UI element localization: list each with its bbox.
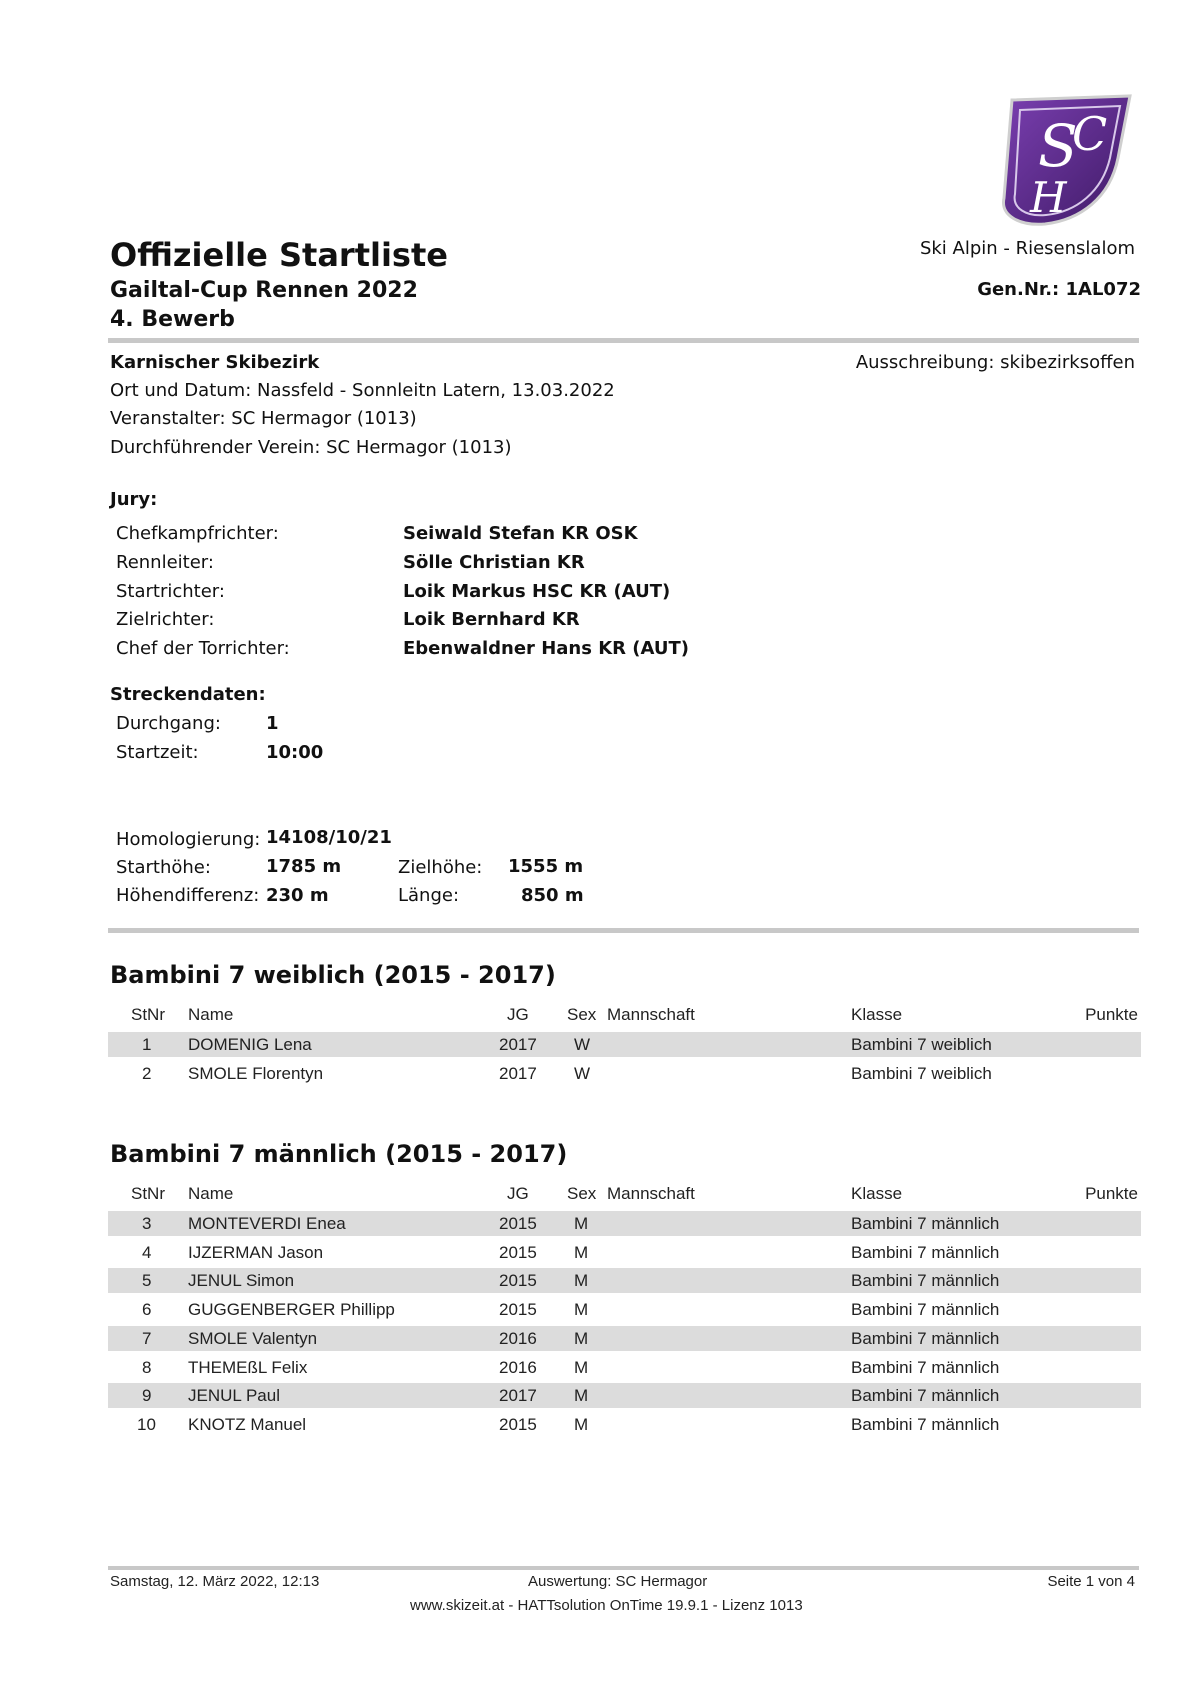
- run-value: 1: [266, 713, 279, 734]
- col-header-stnr: StNr: [131, 1005, 165, 1024]
- sch-shield-icon: [990, 88, 1140, 230]
- class: Bambini 7 männlich: [851, 1386, 1000, 1405]
- svg-text:H: H: [1030, 173, 1067, 222]
- gen-number: Gen.Nr.: 1AL072: [977, 279, 1141, 300]
- height-diff-value: 230 m: [266, 885, 329, 906]
- start-number: 10: [137, 1415, 156, 1434]
- col-header-class: Klasse: [851, 1184, 903, 1203]
- discipline: Ski Alpin - Riesenslalom: [919, 238, 1135, 259]
- athlete-name: GUGGENBERGER Phillipp: [188, 1300, 395, 1319]
- course-divider: [108, 928, 1139, 933]
- col-header-jg: JG: [507, 1005, 529, 1024]
- homologation-value: 14108/10/21: [266, 827, 392, 848]
- col-header-points: Punkte: [1085, 1005, 1138, 1024]
- sex: W: [574, 1035, 591, 1054]
- sex: M: [574, 1358, 589, 1377]
- group-title: Bambini 7 weiblich (2015 - 2017): [110, 961, 556, 989]
- start-number: 6: [142, 1300, 152, 1319]
- course-heading: Streckendaten:: [110, 684, 266, 705]
- jury-member-name: Sölle Christian KR: [403, 552, 585, 573]
- run-label: Durchgang:: [116, 713, 221, 734]
- jury-role: Rennleiter:: [116, 552, 214, 573]
- birth-year: 2015: [499, 1300, 537, 1319]
- birth-year: 2016: [499, 1329, 537, 1348]
- birth-year: 2015: [499, 1271, 537, 1290]
- start-number: 3: [142, 1214, 152, 1233]
- sex: M: [574, 1329, 589, 1348]
- start-number: 4: [142, 1243, 152, 1262]
- class: Bambini 7 männlich: [851, 1214, 1000, 1233]
- col-header-class: Klasse: [851, 1005, 903, 1024]
- birth-year: 2016: [499, 1358, 537, 1377]
- birth-year: 2015: [499, 1214, 537, 1233]
- class: Bambini 7 männlich: [851, 1300, 1000, 1319]
- birth-year: 2015: [499, 1243, 537, 1262]
- athlete-name: DOMENIG Lena: [188, 1035, 312, 1054]
- col-header-jg: JG: [507, 1184, 529, 1203]
- athlete-name: MONTEVERDI Enea: [188, 1214, 346, 1233]
- length-label: Länge:: [398, 885, 460, 906]
- jury-member-name: Loik Markus HSC KR (AUT): [403, 581, 671, 602]
- sex: W: [574, 1064, 591, 1083]
- place-date: Ort und Datum: Nassfeld - Sonnleitn Latern, 13.03.2022: [110, 380, 615, 401]
- athlete-name: JENUL Simon: [188, 1271, 295, 1290]
- birth-year: 2017: [499, 1064, 537, 1083]
- col-header-team: Mannschaft: [607, 1184, 695, 1203]
- start-height-label: Starthöhe:: [116, 857, 211, 878]
- col-header-points: Punkte: [1085, 1184, 1138, 1203]
- jury-member-name: Seiwald Stefan KR OSK: [403, 523, 638, 544]
- group-title: Bambini 7 männlich (2015 - 2017): [110, 1140, 568, 1168]
- start-height-value: 1785 m: [266, 856, 342, 877]
- club-logo: [990, 88, 1140, 230]
- start-time-value: 10:00: [266, 742, 324, 763]
- class: Bambini 7 männlich: [851, 1329, 1000, 1348]
- class: Bambini 7 weiblich: [851, 1064, 992, 1083]
- col-header-team: Mannschaft: [607, 1005, 695, 1024]
- jury-role: Chefkampfrichter:: [116, 523, 279, 544]
- birth-year: 2017: [499, 1035, 537, 1054]
- start-number: 8: [142, 1358, 152, 1377]
- start-number: 7: [142, 1329, 152, 1348]
- finish-height-label: Zielhöhe:: [398, 857, 483, 878]
- athlete-name: SMOLE Valentyn: [188, 1329, 318, 1348]
- executing-club: Durchführender Verein: SC Hermagor (1013): [110, 437, 512, 458]
- homologation-label: Homologierung:: [116, 829, 261, 850]
- start-number: 1: [142, 1035, 152, 1054]
- sex: M: [574, 1271, 589, 1290]
- organizer: Veranstalter: SC Hermagor (1013): [110, 408, 417, 429]
- athlete-name: KNOTZ Manuel: [188, 1415, 307, 1434]
- class: Bambini 7 weiblich: [851, 1035, 992, 1054]
- start-time-label: Startzeit:: [116, 742, 199, 763]
- finish-height-value: 1555 m: [508, 856, 584, 877]
- jury-member-name: Loik Bernhard KR: [403, 609, 580, 630]
- birth-year: 2017: [499, 1386, 537, 1405]
- length-value: 850 m: [521, 885, 584, 906]
- jury-role: Startrichter:: [116, 581, 225, 602]
- sex: M: [574, 1386, 589, 1405]
- evaluation: Auswertung: SC Hermagor: [528, 1573, 708, 1590]
- header-divider: [108, 338, 1139, 343]
- page-title: Offizielle Startliste: [110, 236, 448, 274]
- birth-year: 2015: [499, 1415, 537, 1434]
- jury-heading: Jury:: [110, 489, 158, 510]
- district-name: Karnischer Skibezirk: [110, 352, 320, 373]
- footer-divider: [108, 1566, 1139, 1570]
- sex: M: [574, 1243, 589, 1262]
- sex: M: [574, 1415, 589, 1434]
- sex: M: [574, 1300, 589, 1319]
- athlete-name: JENUL Paul: [188, 1386, 280, 1405]
- class: Bambini 7 männlich: [851, 1271, 1000, 1290]
- col-header-name: Name: [188, 1005, 234, 1024]
- class: Bambini 7 männlich: [851, 1358, 1000, 1377]
- col-header-sex: Sex: [567, 1184, 597, 1203]
- start-number: 5: [142, 1271, 152, 1290]
- jury-role: Chef der Torrichter:: [116, 638, 290, 659]
- athlete-name: IJZERMAN Jason: [188, 1243, 324, 1262]
- print-date: Samstag, 12. März 2022, 12:13: [110, 1573, 320, 1590]
- event-name: Gailtal-Cup Rennen 2022: [110, 278, 418, 303]
- athlete-name: SMOLE Florentyn: [188, 1064, 324, 1083]
- page-number: Seite 1 von 4: [1047, 1573, 1135, 1590]
- start-number: 2: [142, 1064, 152, 1083]
- jury-role: Zielrichter:: [116, 609, 215, 630]
- svg-text:S: S: [1038, 112, 1078, 180]
- height-diff-label: Höhendifferenz:: [116, 885, 260, 906]
- col-header-name: Name: [188, 1184, 234, 1203]
- class: Bambini 7 männlich: [851, 1243, 1000, 1262]
- col-header-sex: Sex: [567, 1005, 597, 1024]
- announcement: Ausschreibung: skibezirksoffen: [855, 352, 1135, 373]
- svg-text:C: C: [1072, 107, 1108, 161]
- competition-number: 4. Bewerb: [110, 307, 235, 332]
- sex: M: [574, 1214, 589, 1233]
- jury-member-name: Ebenwaldner Hans KR (AUT): [403, 638, 690, 659]
- col-header-stnr: StNr: [131, 1184, 165, 1203]
- software-info: www.skizeit.at - HATTsolution OnTime 19.9.1 - Lizenz 1013: [410, 1597, 803, 1614]
- start-number: 9: [142, 1386, 152, 1405]
- athlete-name: THEMEßL Felix: [188, 1358, 308, 1377]
- class: Bambini 7 männlich: [851, 1415, 1000, 1434]
